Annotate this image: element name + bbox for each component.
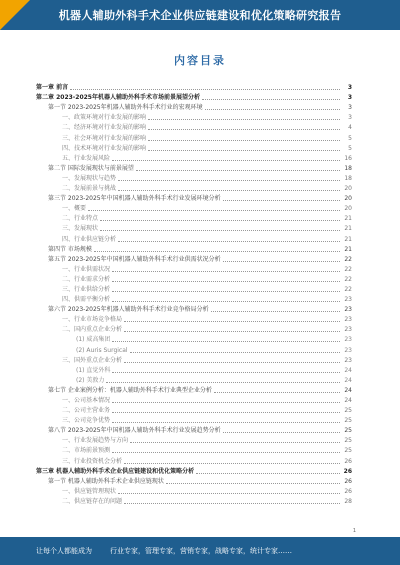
toc-dot-leader [112,372,340,373]
toc-entry-page: 26 [343,467,352,475]
toc-entry[interactable] [36,163,352,173]
toc-dot-leader [166,483,340,484]
report-title: 机器人辅助外科手术企业供应链建设和优化策略研究报告 [58,9,342,22]
toc-entry-page: 23 [344,346,352,354]
page-footer [0,537,400,565]
toc-entry-title: 第四节 市场规模 [48,245,92,253]
toc-entry-page: 23 [344,296,352,304]
toc-entry-page: 23 [344,336,352,344]
toc-entry-page: 3 [348,114,352,122]
toc-entry[interactable] [36,112,352,122]
toc-entry[interactable] [36,173,352,183]
toc-dot-leader [214,392,340,393]
toc-entry[interactable] [36,334,352,344]
toc-entry[interactable] [36,365,352,375]
toc-dot-leader [112,301,340,302]
toc-entry[interactable] [36,132,352,142]
toc-entry[interactable] [36,203,352,213]
toc-dot-leader [100,230,340,231]
toc-dot-leader [136,170,340,171]
toc-entry-title: 一、行业供需状况 [62,265,111,273]
toc-dot-leader [112,160,340,161]
toc-entry-page: 18 [344,174,352,182]
toc-entry[interactable] [36,122,352,132]
toc-entry-page: 3 [348,104,352,112]
toc-entry-page: 24 [344,386,352,394]
toc-entry[interactable] [36,405,352,415]
toc-entry-title: 一、概要 [62,205,87,213]
toc-entry[interactable] [36,455,352,465]
toc-entry-title: (1) 直觉外科 [76,366,111,374]
toc-entry[interactable] [36,395,352,405]
toc-entry-page: 24 [344,397,352,404]
toc-entry-title: (2) 美敦力 [76,376,105,384]
toc-dot-leader [112,271,340,272]
toc-entry-page: 22 [344,275,352,283]
toc-entry-title: 第三节 2023-2025年中国机器人辅助外科手术行业发展环境分析 [48,195,221,203]
toc-entry-page: 26 [344,487,352,495]
toc-entry-title: 四、行业供应链分析 [62,235,117,243]
toc-entry-page: 18 [344,164,352,172]
toc-dot-leader [124,362,340,363]
toc-dot-leader [223,261,340,262]
table-of-contents [36,82,352,524]
toc-entry-page: 22 [344,255,352,263]
toc-entry[interactable] [36,385,352,395]
toc-dot-leader [223,432,340,433]
toc-dot-leader [118,493,340,494]
toc-entry-page: 24 [344,366,352,374]
toc-entry[interactable] [36,213,352,223]
toc-dot-leader [196,473,340,474]
toc-entry[interactable] [36,244,352,254]
toc-entry-title: 一、行业发展趋势与方向 [62,437,129,445]
toc-entry-page: 23 [344,316,352,324]
toc-entry-title: 三、公司竞争优势 [62,417,111,425]
toc-entry-page: 28 [344,497,352,505]
toc-entry-title: 四、技术环境对行业发展的影响 [62,144,147,152]
toc-entry-title: 第二章 2023-2025年机器人辅助外科手术市场前景展望分析 [36,94,200,102]
toc-dot-leader [118,241,340,242]
toc-entry-page: 21 [344,235,352,243]
toc-entry-title: 第二节 国际发展现状与前景展望 [48,164,134,172]
toc-dot-leader [70,89,340,90]
toc-entry-page: 23 [344,306,352,314]
toc-entry-page: 23 [344,326,352,334]
toc-dot-leader [148,119,340,120]
toc-entry[interactable] [36,476,352,486]
toc-entry-title: 第一章 前言 [36,84,69,92]
toc-entry-page: 21 [344,215,352,223]
toc-dot-leader [148,129,340,130]
toc-entry-title: 二、国内重点企业分析 [62,326,123,334]
toc-entry-title: 二、供应链存在的问题 [62,497,123,505]
toc-entry[interactable] [36,344,352,354]
page-number: 1 [352,528,356,534]
toc-entry[interactable] [36,183,352,193]
toc-entry[interactable] [36,223,352,233]
toc-entry-title: 一、发展现状与趋势 [62,174,117,182]
toc-dot-leader [100,220,340,221]
toc-entry-page: 23 [344,356,352,364]
toc-entry-title: 三、行业投资机会分析 [62,457,123,465]
toc-entry-title: 二、经济环境对行业发展的影响 [62,124,147,132]
toc-entry-page: 25 [344,407,352,415]
toc-entry-title: 一、供应链管理现状 [62,487,117,495]
footer-slogan: 让每个人都能成为 [36,547,92,555]
toc-entry[interactable] [36,304,352,314]
toc-entry[interactable] [36,254,352,264]
toc-dot-leader [112,422,340,423]
toc-entry-page: 24 [344,376,352,384]
toc-entry-page: 5 [348,134,352,142]
toc-heading: 内容目录 [174,54,226,67]
toc-dot-leader [112,281,340,282]
toc-entry-page: 21 [344,245,352,253]
toc-entry[interactable] [36,324,352,334]
toc-entry[interactable] [36,445,352,455]
toc-entry[interactable] [36,355,352,365]
toc-dot-leader [88,210,340,211]
toc-entry-title: 二、行业特点 [62,215,99,223]
toc-entry[interactable] [36,425,352,435]
toc-entry-page: 22 [344,265,352,273]
toc-entry[interactable] [36,82,352,92]
toc-entry[interactable] [36,274,352,284]
toc-entry-page: 5 [348,144,352,152]
toc-entry[interactable] [36,153,352,163]
toc-dot-leader [112,412,340,413]
toc-entry-page: 20 [344,195,352,203]
toc-entry[interactable] [36,496,352,506]
toc-entry-title: 二、市场前景预测 [62,447,111,455]
toc-entry-title: 二、发展前景与挑战 [62,185,117,193]
toc-entry[interactable] [36,143,352,153]
toc-entry-page: 25 [344,447,352,455]
toc-entry-page: 20 [344,205,352,213]
toc-entry[interactable] [36,314,352,324]
toc-entry[interactable] [36,375,352,385]
toc-entry-title: (1) 威高集团 [76,336,111,344]
toc-entry-title: 第一节 机器人辅助外科手术企业供应链现状 [48,477,164,485]
toc-dot-leader [112,341,340,342]
footer-roles: 行业专家，管理专家，营销专家，战略专家，统计专家…… [110,547,292,555]
toc-dot-leader [118,180,340,181]
toc-entry-page: 3 [347,94,352,102]
toc-entry-title: 五、行业发展风险 [62,154,111,162]
toc-entry-page: 26 [344,457,352,465]
toc-entry-title: (2) Auris Surgical [76,346,128,354]
toc-entry[interactable] [36,264,352,274]
toc-entry[interactable] [36,92,352,102]
toc-entry[interactable] [36,294,352,304]
toc-entry-title: 三、国外重点企业分析 [62,356,123,364]
toc-entry-title: 第八节 2023-2025年中国机器人辅助外科手术行业发展趋势分析 [48,427,221,435]
toc-dot-leader [94,251,340,252]
toc-dot-leader [124,331,340,332]
toc-dot-leader [112,291,340,292]
toc-entry-title: 二、公司主营业务 [62,407,111,415]
toc-entry-page: 3 [347,84,352,92]
toc-entry-page: 25 [344,417,352,425]
toc-entry-title: 第三章 机器人辅助外科手术企业供应链建设和优化策略分析 [36,467,195,475]
toc-entry-page: 25 [344,427,352,435]
toc-entry-page: 20 [344,185,352,193]
toc-entry[interactable] [36,102,352,112]
toc-dot-leader [124,321,340,322]
toc-dot-leader [124,463,340,464]
toc-entry-title: 第一节 2023-2025年机器人辅助外科手术行业的宏观环境 [48,104,203,112]
toc-entry[interactable] [36,415,352,425]
toc-dot-leader [112,402,340,403]
toc-entry[interactable] [36,466,352,476]
toc-entry-title: 第六节 2023-2025年机器人辅助外科手术行业竞争格局分析 [48,306,209,314]
header-accent-triangle [0,0,30,30]
toc-entry-title: 一、公司基本情况 [62,397,111,404]
toc-dot-leader [118,190,340,191]
toc-entry-title: 三、社会环境对行业发展的影响 [62,134,147,142]
toc-entry-title: 二、行业需求分析 [62,275,111,283]
toc-entry-title: 一、行业市场竞争格局 [62,316,123,324]
toc-entry-title: 三、行业供给分析 [62,285,111,293]
toc-dot-leader [148,150,340,151]
toc-dot-leader [106,382,340,383]
toc-entry-page: 21 [344,225,352,233]
toc-entry-page: 26 [344,477,352,485]
toc-dot-leader [112,452,340,453]
toc-entry-title: 第五节 2023-2025年中国机器人辅助外科手术行业供需状况分析 [48,255,221,263]
toc-dot-leader [130,352,340,353]
page-header [0,0,400,30]
toc-dot-leader [223,200,340,201]
toc-dot-leader [211,311,340,312]
toc-dot-leader [124,503,340,504]
toc-entry-page: 16 [344,154,352,162]
toc-entry-title: 第七节 企业案例分析：机器人辅助外科手术行业典型企业分析 [48,386,212,394]
toc-entry[interactable] [36,233,352,243]
toc-entry[interactable] [36,193,352,203]
toc-entry-title: 四、供需平衡分析 [62,296,111,304]
toc-entry-page: 25 [344,437,352,445]
toc-dot-leader [205,109,340,110]
toc-entry-page: 22 [344,285,352,293]
toc-entry-title: 一、政策环境对行业发展的影响 [62,114,147,122]
toc-entry-title: 三、发展现状 [62,225,99,233]
toc-entry[interactable] [36,284,352,294]
toc-entry-page: 4 [348,124,352,132]
toc-dot-leader [148,140,340,141]
toc-dot-leader [202,99,340,100]
toc-dot-leader [130,442,340,443]
toc-entry[interactable] [36,486,352,496]
toc-entry[interactable] [36,435,352,445]
